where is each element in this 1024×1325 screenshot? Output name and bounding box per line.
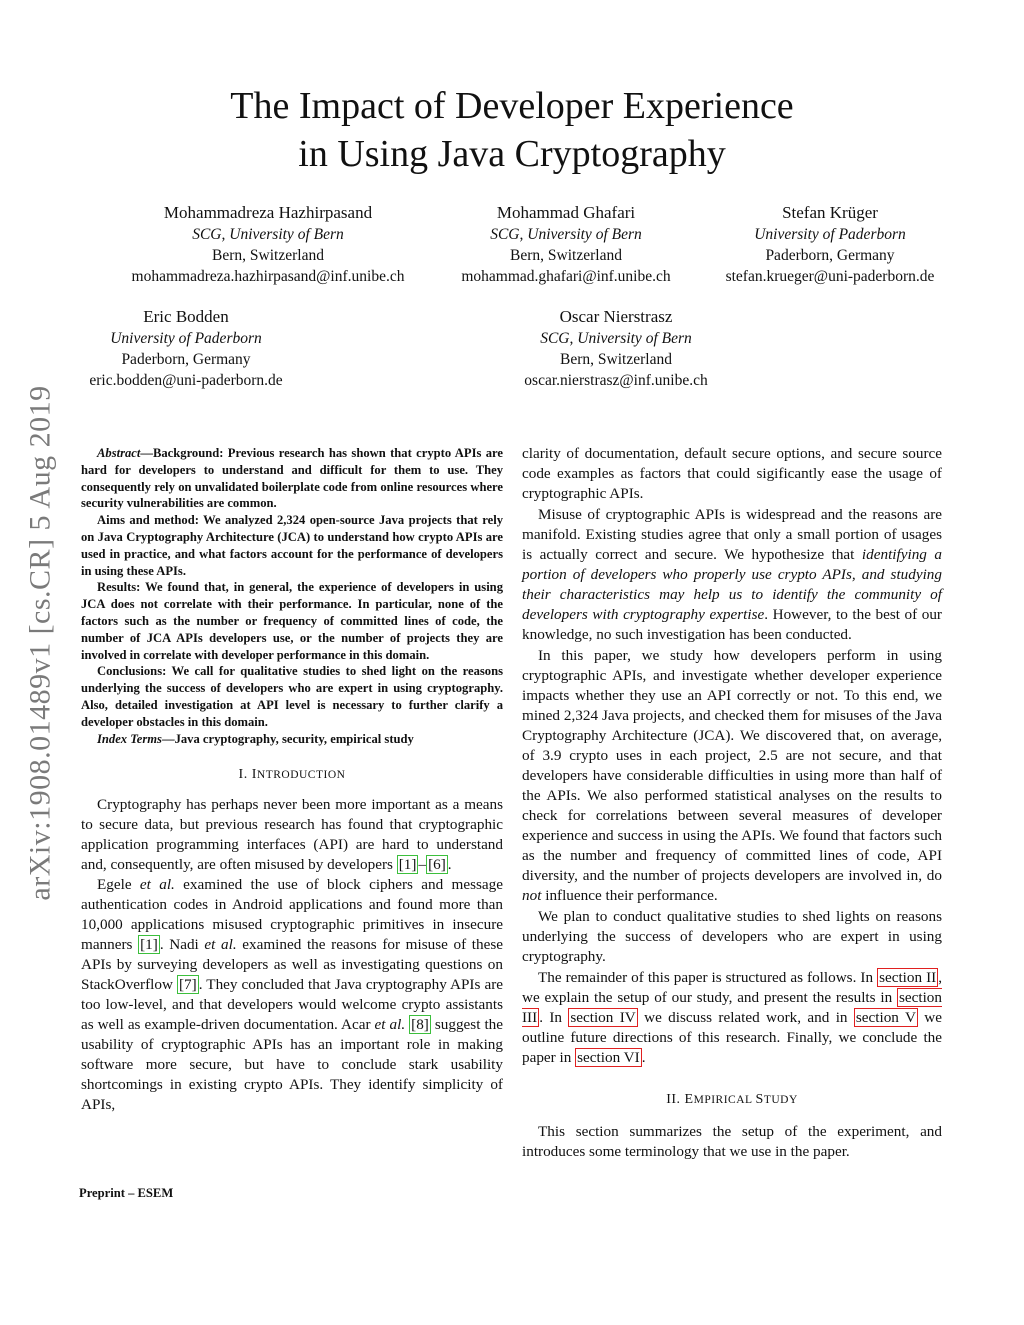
author-email: stefan.krueger@uni-paderborn.de bbox=[725, 268, 935, 285]
author-email: eric.bodden@uni-paderborn.de bbox=[89, 372, 283, 389]
author-email: mohammadreza.hazhirpasand@inf.unibe.ch bbox=[131, 268, 405, 285]
section-heading-empirical-study: II. EMPIRICAL STUDY bbox=[666, 1092, 798, 1107]
author-block-4 bbox=[70, 306, 302, 391]
intro-paragraph-1: Cryptography has perhaps never been more important as a means to secure data, but previous research has found that cryptographic application programming interfaces (API) are hard to understand and, consequently, are often misused by developers [1] – [6] . bbox=[81, 796, 503, 874]
author-name: Stefan Krüger bbox=[782, 203, 878, 222]
section-link[interactable]: section V bbox=[855, 1009, 916, 1026]
author-location: Paderborn, Germany bbox=[765, 247, 895, 264]
author-name: Eric Bodden bbox=[143, 307, 229, 326]
author-name: Mohammad Ghafari bbox=[496, 203, 636, 222]
right-column bbox=[522, 444, 942, 1162]
citation-link[interactable]: [6] bbox=[428, 856, 446, 874]
section-link[interactable]: section II bbox=[879, 969, 937, 986]
author-email: oscar.nierstrasz@inf.unibe.ch bbox=[524, 372, 708, 389]
author-block-3 bbox=[710, 202, 950, 287]
abstract-conclusions: Conclusions: We call for qualitative studies to shed light on the reasons underlying the success of developers who are expert in using cryptography. Also, detailed investigation at API level is necessary to further clarify a developer obstacles in this domain. bbox=[81, 664, 503, 729]
right-paragraph-4: We plan to conduct qualitative studies to shed lights on reasons underlying the success of developers who are expert in using cryptography. bbox=[522, 908, 942, 965]
author-block-2 bbox=[436, 202, 696, 287]
section-link[interactable]: section IV bbox=[570, 1009, 636, 1026]
right-paragraph-1: clarity of documentation, default secure options, and secure source code examples as factors that could sigificantly ease the usage of cryptographic APIs. bbox=[522, 445, 942, 502]
citation-link[interactable]: [1] bbox=[140, 936, 158, 954]
citation-link[interactable]: [1] bbox=[398, 856, 417, 874]
section-link[interactable]: section III bbox=[522, 989, 942, 1026]
author-block-5 bbox=[496, 306, 736, 391]
index-terms: —Java cryptography, security, empirical study bbox=[161, 731, 414, 746]
index-terms-label: Index Terms bbox=[97, 731, 162, 746]
author-affiliation: University of Paderborn bbox=[754, 226, 906, 243]
author-location: Bern, Switzerland bbox=[560, 351, 672, 368]
author-name: Oscar Nierstrasz bbox=[559, 307, 673, 326]
title-line-1: The Impact of Developer Experience bbox=[230, 85, 794, 127]
arxiv-stamp-text: arXiv:1908.01489v1 [cs.CR] 5 Aug 2019 bbox=[24, 384, 58, 901]
right-paragraph-6: This section summarizes the setup of the experiment, and introduces some terminology that we use in the paper. bbox=[522, 1123, 942, 1160]
author-location: Paderborn, Germany bbox=[121, 351, 251, 368]
author-location: Bern, Switzerland bbox=[212, 247, 324, 264]
author-affiliation: SCG, University of Bern bbox=[540, 330, 692, 347]
right-paragraph-5: The remainder of this paper is structured as follows. In section II , we explain the setup of our study, and present the results in section III . In section IV we discuss related work, and in section V we outline future directions of this research. Finally, we conclude the paper in section VI . bbox=[522, 969, 943, 1066]
page-footer: Preprint – ESEM bbox=[79, 1186, 174, 1200]
author-affiliation: SCG, University of Bern bbox=[192, 226, 344, 243]
abstract-background: —Background: Previous research has shown that crypto APIs are hard for developers to understand and difficult for them to use. They consequently rely on unvalidated boilerplate code from online resources where security vulnerabilities are common. bbox=[81, 446, 503, 511]
abstract-aims: Aims and method: We analyzed 2,324 open-source Java projects that rely on Java Cryptography Architecture (JCA) to understand how crypto APIs are used in practice, and what factors account for the performance of developers in using these APIs. bbox=[81, 513, 503, 578]
section-link[interactable]: section VI bbox=[577, 1049, 640, 1066]
left-column bbox=[81, 445, 503, 1115]
section-heading-introduction: I. INTRODUCTION bbox=[238, 767, 346, 783]
abstract bbox=[81, 445, 503, 747]
right-paragraph-3: In this paper, we study how developers perform in using cryptographic APIs, and investigate whether developer experience impacts whether they use an API correctly or not. To this end, we mined 2,324 Java projects, and checked them for misuses of the Java Cryptography Architecture (JCA). We discovered that, on average, of 3.9 crypto uses in each project, 2.5 are not secure, and that developers have considerable difficulties in using more than half of the APIs. We also performed statistical analyses on the results to check for correlations between several measures of developer experience and success in using the APIs. We found that factors such as the number and frequency of committed lines of code, API diversity, and the number of projects developers are involved in, do not influence their performance. bbox=[522, 647, 942, 904]
author-location: Bern, Switzerland bbox=[510, 247, 622, 264]
citation-link[interactable]: [8] bbox=[411, 1016, 429, 1034]
author-block-1 bbox=[108, 202, 428, 287]
author-affiliation: SCG, University of Bern bbox=[490, 226, 642, 243]
title-line-2: in Using Java Cryptography bbox=[298, 133, 726, 175]
author-name: Mohammadreza Hazhirpasand bbox=[163, 203, 373, 222]
author-affiliation: University of Paderborn bbox=[110, 330, 262, 347]
abstract-results: Results: We found that, in general, the experience of developers in using JCA does not correlate with their performance. In particular, none of the factors such as the number or frequency of committed lines of code, the number of JCA APIs developers use, or the number of projects they are involved in correlate with developer performance in this domain. bbox=[81, 580, 503, 662]
author-email: mohammad.ghafari@inf.unibe.ch bbox=[461, 268, 671, 285]
right-paragraph-2: Misuse of cryptographic APIs is widespread and the reasons are manifold. Existing studies agree that only a small portion of usages is actually correct and secure. We hypothesize that identifying a portion of developers who properly use crypto APIs, and studying their characteristics may help us to identify the community of developers with cryptography expertise. However, to the best of our knowledge, no such investigation has been conducted. bbox=[522, 506, 942, 643]
abstract-label: Abstract bbox=[97, 446, 141, 460]
intro-paragraph-2: Egele et al. examined the use of block ciphers and message authentication codes in Android applications and found more than 10,000 applications misused cryptographic primitives in insecure manners [1] . Nadi et al. examined the reasons for misuse of these APIs by surveying developers as well as investigating questions on StackOverflow [7] . They concluded that Java cryptography APIs are too low-level, and that developers would welcome crypto assistants as well as example-driven documentation. Acar et al. [8] suggest the usability of cryptographic APIs has an important role in making software more secure, but have to conclude stark usability shortcomings in existing crypto APIs. They identify simplicity of APIs, bbox=[81, 876, 504, 1114]
paper-title bbox=[120, 82, 904, 178]
arxiv-stamp bbox=[10, 355, 72, 930]
citation-link[interactable]: [7] bbox=[179, 976, 197, 994]
